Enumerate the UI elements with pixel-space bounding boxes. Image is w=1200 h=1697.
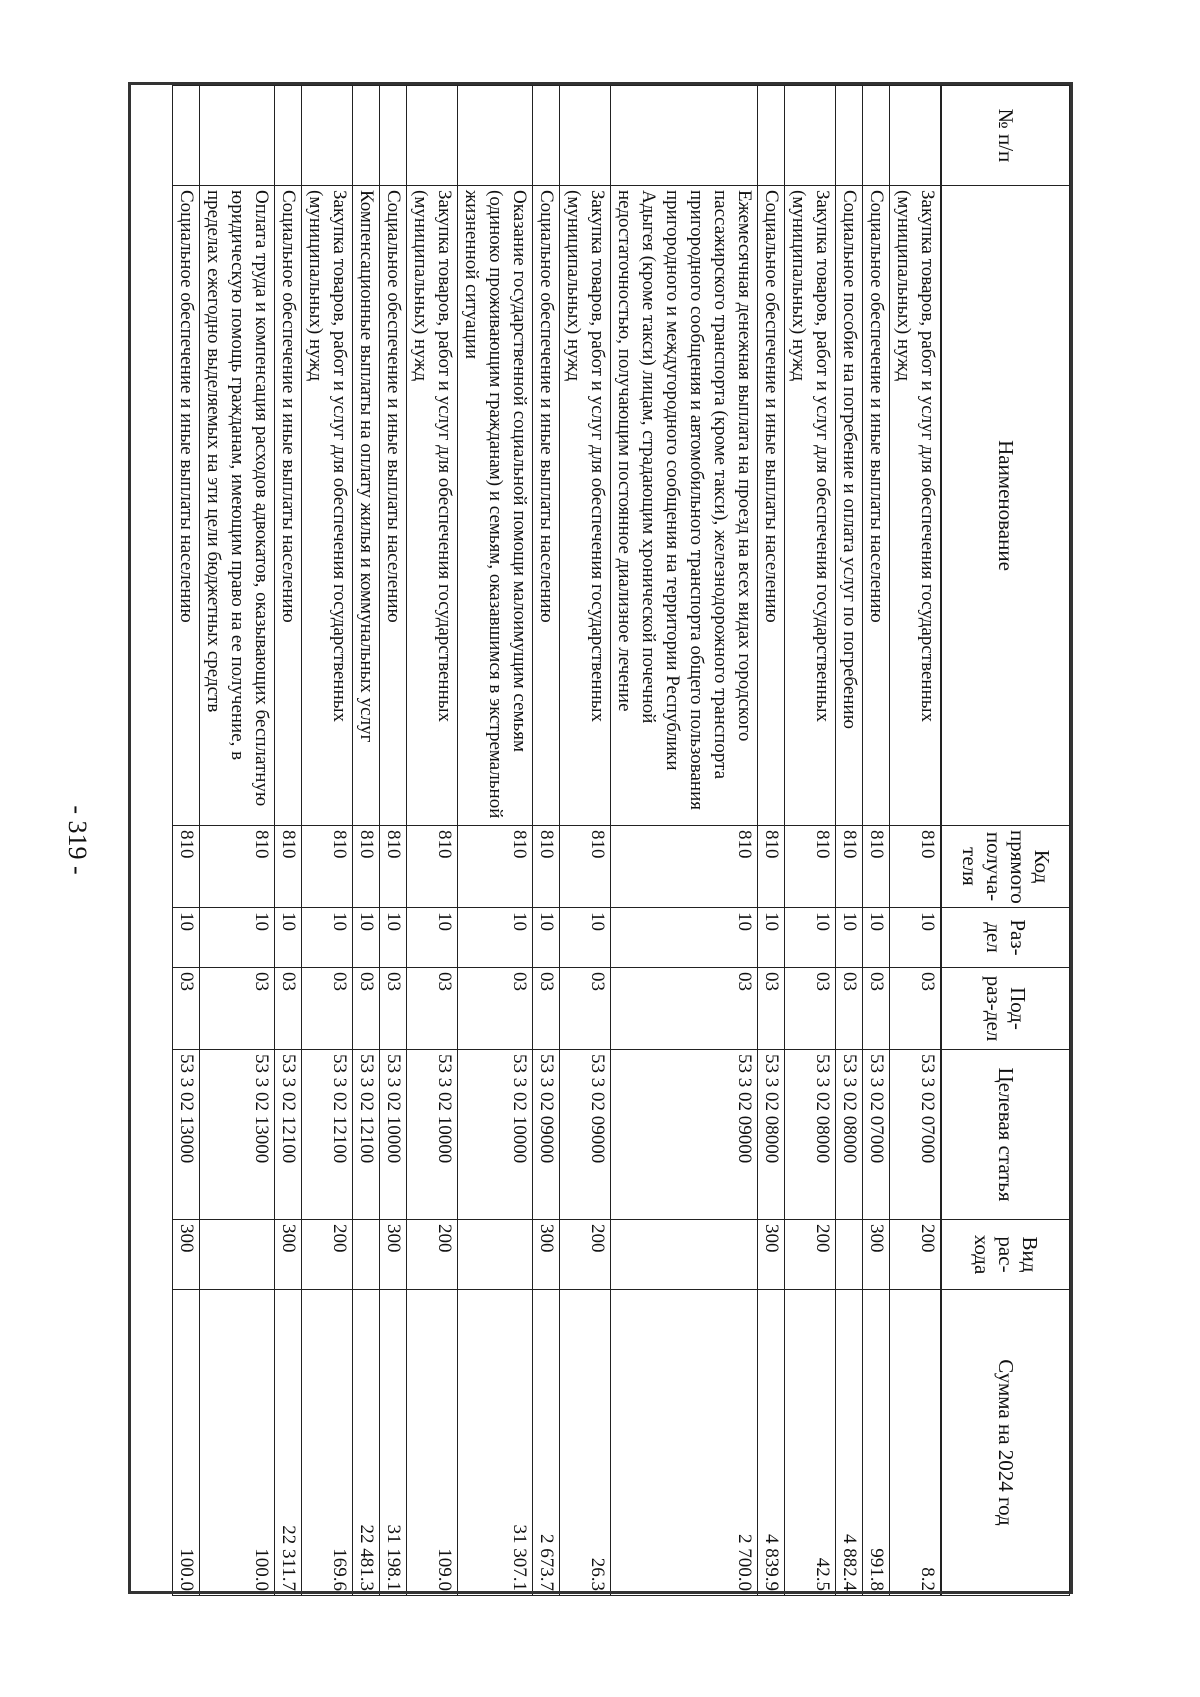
cell-section: 10 <box>380 908 407 968</box>
cell-name: Социальное обеспечение и иные выплаты населению <box>533 186 560 826</box>
table-row <box>836 86 863 1596</box>
cell-recipient-code: 810 <box>785 826 836 908</box>
cell-section: 10 <box>863 908 890 968</box>
cell-subsection: 03 <box>836 968 863 1050</box>
cell-section: 10 <box>560 908 611 968</box>
cell-sum: 991.8 <box>863 1290 890 1596</box>
cell-expense-type: 300 <box>275 1220 302 1290</box>
cell-target-article: 53 3 02 09000 <box>533 1050 560 1220</box>
table-row <box>173 86 200 1596</box>
cell-sum: 169.6 <box>302 1290 353 1596</box>
cell-num <box>863 86 890 186</box>
cell-sum: 31 198.1 <box>380 1290 407 1596</box>
cell-name: Социальное пособие на погребение и оплата услуг по погребению <box>836 186 863 826</box>
cell-expense-type <box>353 1220 380 1290</box>
cell-subsection: 03 <box>863 968 890 1050</box>
cell-expense-type: 300 <box>173 1220 200 1290</box>
cell-expense-type: 300 <box>533 1220 560 1290</box>
cell-target-article: 53 3 02 10000 <box>458 1050 533 1220</box>
cell-num <box>458 86 533 186</box>
cell-num <box>758 86 785 186</box>
table-row <box>353 86 380 1596</box>
cell-target-article: 53 3 02 07000 <box>890 1050 942 1220</box>
cell-target-article: 53 3 02 13000 <box>173 1050 200 1220</box>
cell-sum: 26.3 <box>560 1290 611 1596</box>
cell-recipient-code: 810 <box>533 826 560 908</box>
cell-recipient-code: 810 <box>275 826 302 908</box>
cell-name: Социальное обеспечение и иные выплаты населению <box>275 186 302 826</box>
cell-target-article: 53 3 02 08000 <box>758 1050 785 1220</box>
cell-section: 10 <box>458 908 533 968</box>
cell-subsection: 03 <box>407 968 458 1050</box>
cell-num <box>611 86 758 186</box>
cell-name: Закупка товаров, работ и услуг для обеспечения государственных (муниципальных) нужд <box>890 186 942 826</box>
cell-target-article: 53 3 02 12100 <box>353 1050 380 1220</box>
budget-table-container <box>130 85 1070 1595</box>
cell-num <box>785 86 836 186</box>
cell-subsection: 03 <box>458 968 533 1050</box>
cell-section: 10 <box>302 908 353 968</box>
cell-subsection: 03 <box>353 968 380 1050</box>
cell-subsection: 03 <box>275 968 302 1050</box>
cell-target-article: 53 3 02 09000 <box>611 1050 758 1220</box>
cell-expense-type <box>611 1220 758 1290</box>
cell-subsection: 03 <box>785 968 836 1050</box>
cell-recipient-code: 810 <box>407 826 458 908</box>
cell-recipient-code: 810 <box>890 826 942 908</box>
cell-sum: 22 311.7 <box>275 1290 302 1596</box>
cell-name: Закупка товаров, работ и услуг для обеспечения государственных (муниципальных) нужд <box>560 186 611 826</box>
header-name: Наименование <box>942 186 1070 826</box>
table-row <box>458 86 533 1596</box>
cell-name: Социальное обеспечение и иные выплаты населению <box>173 186 200 826</box>
table-row <box>863 86 890 1596</box>
cell-sum: 8.2 <box>890 1290 942 1596</box>
cell-target-article: 53 3 02 13000 <box>200 1050 275 1220</box>
cell-sum: 22 481.3 <box>353 1290 380 1596</box>
cell-expense-type: 300 <box>758 1220 785 1290</box>
budget-table <box>173 85 1071 1596</box>
cell-num <box>302 86 353 186</box>
cell-expense-type: 200 <box>560 1220 611 1290</box>
cell-name: Социальное обеспечение и иные выплаты населению <box>863 186 890 826</box>
table-body <box>173 86 942 1596</box>
cell-num <box>890 86 942 186</box>
cell-target-article: 53 3 02 12100 <box>275 1050 302 1220</box>
cell-subsection: 03 <box>302 968 353 1050</box>
table-row <box>611 86 758 1596</box>
cell-num <box>836 86 863 186</box>
cell-num <box>275 86 302 186</box>
cell-num <box>353 86 380 186</box>
cell-expense-type: 200 <box>407 1220 458 1290</box>
cell-recipient-code: 810 <box>758 826 785 908</box>
cell-recipient-code: 810 <box>863 826 890 908</box>
cell-name: Закупка товаров, работ и услуг для обеспечения государственных (муниципальных) нужд <box>407 186 458 826</box>
header-recipient-code: Код прямого получа-теля <box>942 826 1070 908</box>
cell-name: Ежемесячная денежная выплата на проезд на всех видах городского пассажирского транспорта (кроме такси), железнодорожного транспорта пригородного сообщения и автомобильного транспорта общего пользования пригородного и междугородного сообщения на территории Республики Адыгея (кроме такси) лицам, страдающим хронической почечной недостаточностью, получающим постоянное диализное лечение <box>611 186 758 826</box>
table-row <box>380 86 407 1596</box>
cell-expense-type: 200 <box>785 1220 836 1290</box>
cell-expense-type: 200 <box>890 1220 942 1290</box>
cell-target-article: 53 3 02 08000 <box>785 1050 836 1220</box>
header-num: № п/п <box>942 86 1070 186</box>
page-number: - 319 - <box>63 805 92 875</box>
cell-sum: 4 839.9 <box>758 1290 785 1596</box>
table-row <box>200 86 275 1596</box>
cell-name: Закупка товаров, работ и услуг для обеспечения государственных (муниципальных) нужд <box>785 186 836 826</box>
rotated-page <box>63 85 1070 1595</box>
cell-recipient-code: 810 <box>458 826 533 908</box>
cell-expense-type: 300 <box>863 1220 890 1290</box>
cell-sum: 42.5 <box>785 1290 836 1596</box>
cell-name: Социальное обеспечение и иные выплаты населению <box>758 186 785 826</box>
table-row <box>407 86 458 1596</box>
cell-section: 10 <box>275 908 302 968</box>
cell-target-article: 53 3 02 09000 <box>560 1050 611 1220</box>
cell-recipient-code: 810 <box>302 826 353 908</box>
cell-section: 10 <box>407 908 458 968</box>
cell-subsection: 03 <box>560 968 611 1050</box>
cell-name: Оплата труда и компенсация расходов адвокатов, оказывающих бесплатную юридическую помощь гражданам, имеющим право на ее получение, в пределах ежегодно выделяемых на эти цели бюджетных средств <box>200 186 275 826</box>
cell-name: Компенсационные выплаты на оплату жилья и коммунальных услуг <box>353 186 380 826</box>
cell-recipient-code: 810 <box>560 826 611 908</box>
table-header <box>942 86 1070 1596</box>
header-expense-type: Вид рас-хода <box>942 1220 1070 1290</box>
cell-sum: 2 700.0 <box>611 1290 758 1596</box>
table-row <box>890 86 942 1596</box>
header-sum-2024: Сумма на 2024 год <box>942 1290 1070 1596</box>
cell-section: 10 <box>611 908 758 968</box>
cell-sum: 100.0 <box>173 1290 200 1596</box>
table-row <box>302 86 353 1596</box>
cell-expense-type <box>836 1220 863 1290</box>
cell-recipient-code: 810 <box>353 826 380 908</box>
header-target-article: Целевая статья <box>942 1050 1070 1220</box>
cell-num <box>173 86 200 186</box>
cell-sum: 4 882.4 <box>836 1290 863 1596</box>
cell-sum: 31 307.1 <box>458 1290 533 1596</box>
cell-name: Оказание государственной социальной помощи малоимущим семьям (одиноко проживающим гражданам) и семьям, оказавшимся в экстремальной жизненной ситуации <box>458 186 533 826</box>
cell-recipient-code: 810 <box>200 826 275 908</box>
cell-num <box>407 86 458 186</box>
cell-num <box>200 86 275 186</box>
table-row <box>533 86 560 1596</box>
cell-name: Социальное обеспечение и иные выплаты населению <box>380 186 407 826</box>
cell-expense-type: 200 <box>302 1220 353 1290</box>
cell-sum: 2 673.7 <box>533 1290 560 1596</box>
cell-subsection: 03 <box>533 968 560 1050</box>
cell-expense-type <box>458 1220 533 1290</box>
cell-expense-type <box>200 1220 275 1290</box>
cell-recipient-code: 810 <box>836 826 863 908</box>
cell-name: Закупка товаров, работ и услуг для обеспечения государственных (муниципальных) нужд <box>302 186 353 826</box>
cell-target-article: 53 3 02 07000 <box>863 1050 890 1220</box>
cell-sum: 100.0 <box>200 1290 275 1596</box>
cell-recipient-code: 810 <box>611 826 758 908</box>
cell-subsection: 03 <box>200 968 275 1050</box>
cell-target-article: 53 3 02 10000 <box>380 1050 407 1220</box>
cell-subsection: 03 <box>173 968 200 1050</box>
cell-subsection: 03 <box>758 968 785 1050</box>
cell-num <box>380 86 407 186</box>
cell-section: 10 <box>173 908 200 968</box>
header-section: Раз-дел <box>942 908 1070 968</box>
cell-expense-type: 300 <box>380 1220 407 1290</box>
cell-subsection: 03 <box>380 968 407 1050</box>
cell-section: 10 <box>785 908 836 968</box>
table-row <box>275 86 302 1596</box>
cell-section: 10 <box>200 908 275 968</box>
cell-section: 10 <box>836 908 863 968</box>
cell-target-article: 53 3 02 12100 <box>302 1050 353 1220</box>
cell-recipient-code: 810 <box>380 826 407 908</box>
cell-section: 10 <box>533 908 560 968</box>
cell-target-article: 53 3 02 10000 <box>407 1050 458 1220</box>
cell-num <box>560 86 611 186</box>
cell-section: 10 <box>353 908 380 968</box>
cell-section: 10 <box>890 908 942 968</box>
cell-subsection: 03 <box>611 968 758 1050</box>
cell-sum: 109.0 <box>407 1290 458 1596</box>
cell-subsection: 03 <box>890 968 942 1050</box>
header-subsection: Под-раз-дел <box>942 968 1070 1050</box>
table-row <box>560 86 611 1596</box>
cell-recipient-code: 810 <box>173 826 200 908</box>
table-row <box>758 86 785 1596</box>
cell-num <box>533 86 560 186</box>
cell-target-article: 53 3 02 08000 <box>836 1050 863 1220</box>
cell-section: 10 <box>758 908 785 968</box>
table-row <box>785 86 836 1596</box>
